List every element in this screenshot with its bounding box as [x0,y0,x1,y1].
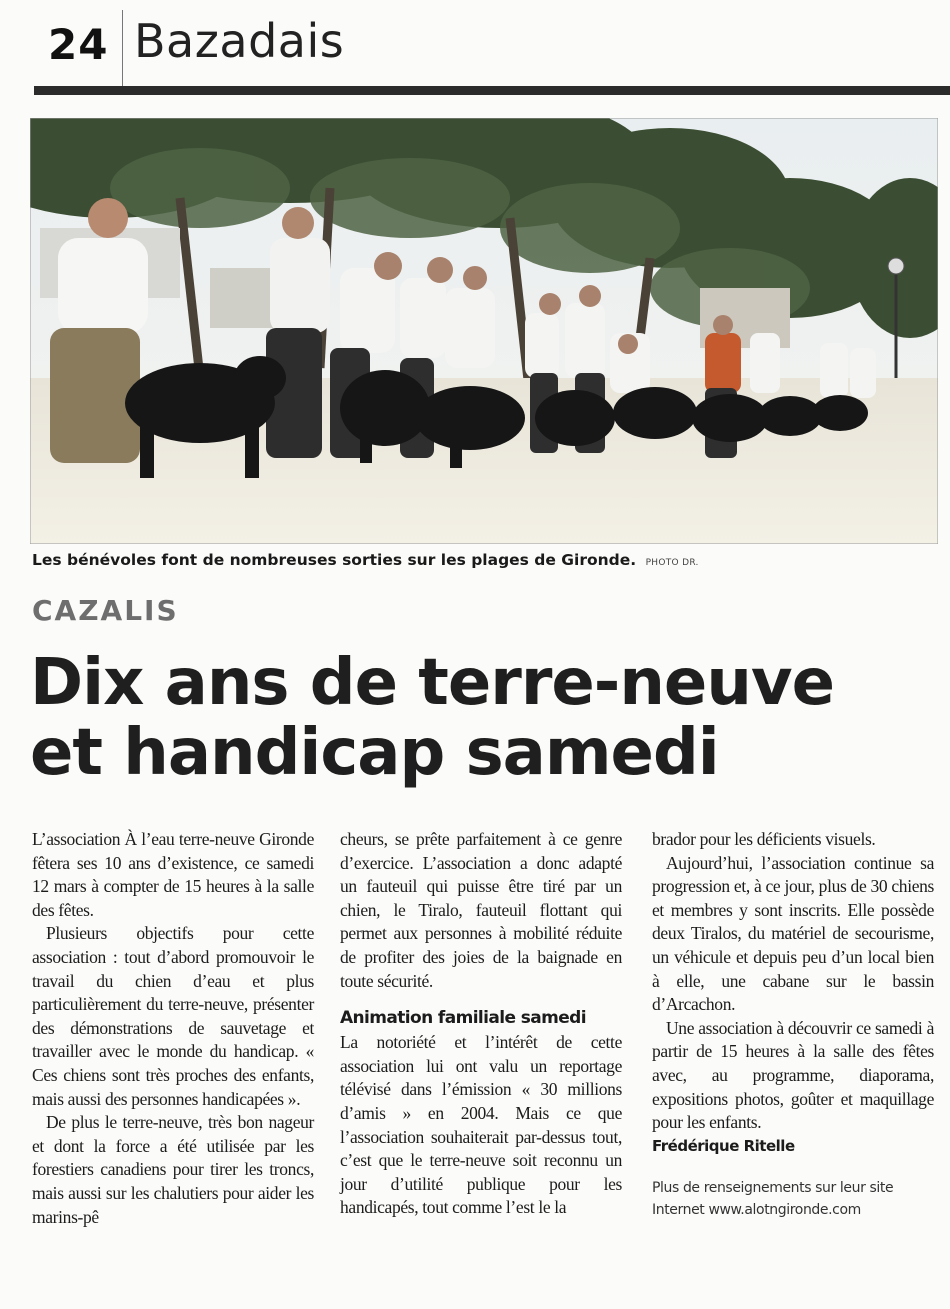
article-column-3 [652,828,934,1221]
paragraph: De plus le terre-neuve, très bon nageur et dont la force a été utilisée par les forestiers canadiens pour tirer les troncs, mais aussi sur les chalutiers pour aider les marins-pê [32,1112,314,1227]
article-column-2 [340,828,622,1220]
paragraph: La notoriété et l’intérêt de cette association lui ont valu un reportage télévisé dans l’émission « 30 millions d’amis » en 2004. Mais ce que l’association souhaiterait par-dessus tout, c’est que le terre-neuve soit reconnu un jour d’utilité publique pour les handicapés, tout comme l’est le la [340,1032,622,1218]
paragraph: L’association À l’eau terre-neuve Gironde fêtera ses 10 ans d’existence, ce samedi 12 mars à compter de 15 heures à la salle des fêtes. [32,829,314,920]
paragraph: cheurs, se prête parfaitement à ce genre d’exercice. L’association a donc adapté un fauteuil qui puisse être tiré par un chien, le Tiralo, fauteuil flottant qui permet aux personnes à mobilité réduite de profiter des joies de la baignade en toute sécurité. [340,829,622,991]
masthead-rule [34,86,950,95]
article-kicker: CAZALIS [32,594,179,627]
caption-text: Les bénévoles font de nombreuses sorties sur les plages de Gironde. [32,551,637,569]
paragraph: Plusieurs objectifs pour cette association : tout d’abord promouvoir le travail du chien d’eau et plus particulièrement du terre-neuve, présenter des démonstrations de sauvetage et travailler avec le monde du handicap. « Ces chiens sont très proches des enfants, mais aussi des personnes handicapées ». [32,923,314,1109]
section-name: Bazadais [134,14,345,68]
paragraph: Aujourd’hui, l’association continue sa progression et, à ce jour, plus de 30 chiens et membres y sont inscrits. Elle possède deux Tiralos, du matériel de secourisme, un véhicule et depuis peu d’un local bien à elle, une cabane sur le bassin d’Arcachon. [652,852,934,1015]
masthead [34,8,950,88]
article-photo [30,118,938,544]
masthead-separator [122,10,123,86]
paragraph: brador pour les déficients visuels. [652,829,876,849]
author-signature: Frédérique Ritelle [652,1136,795,1155]
page-number: 24 [48,20,109,69]
website-info: Plus de renseignements sur leur site Internet www.alotngironde.com [652,1179,894,1218]
article-headline [30,648,940,788]
headline-line: et handicap samedi [30,716,719,790]
photo-credit: PHOTO DR. [645,558,699,568]
photo-caption [32,551,699,569]
subheading: Animation familiale samedi [340,1008,586,1029]
paragraph: Une association à découvrir ce samedi à partir de 15 heures à la salle des fêtes avec, au programme, diaporama, expositions photos, goûter et maquillage pour les enfants. [652,1017,934,1133]
headline-line: Dix ans de terre-neuve [30,646,834,720]
article-column-1 [32,828,314,1229]
